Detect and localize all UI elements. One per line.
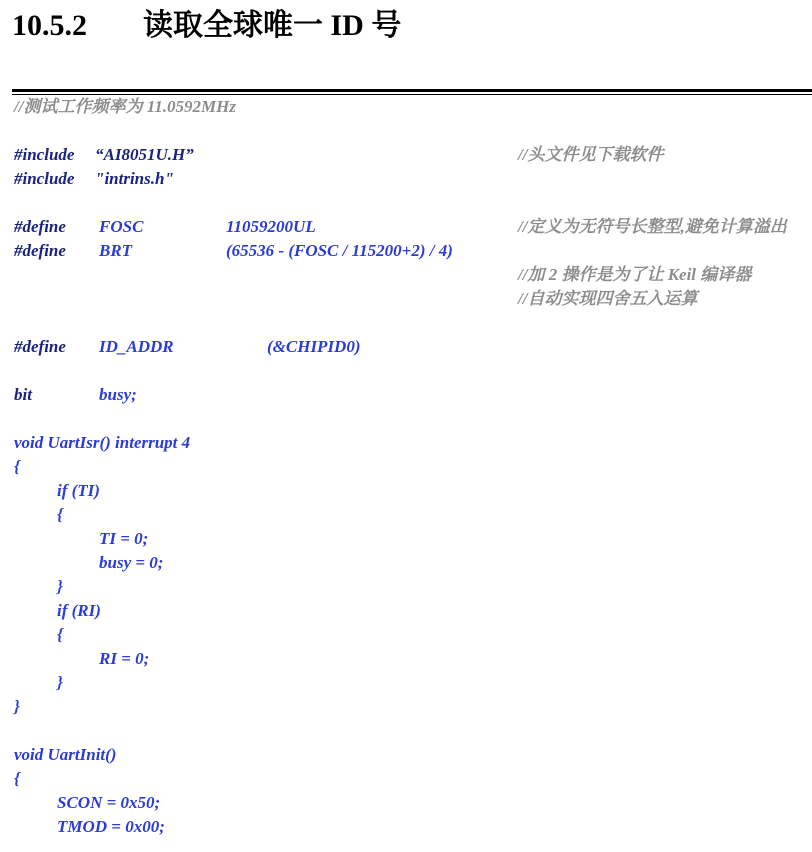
code-line [0,815,812,839]
code-brace: { [57,505,63,524]
code-statement: RI = 0; [99,649,150,668]
code-string: “AI8051U.H” [95,145,194,164]
code-statement: busy = 0; [99,553,164,572]
code-brace: { [57,625,63,644]
code-value: 11059200UL [226,217,316,236]
code-comment: //头文件见下载软件 [518,145,664,164]
code-keyword: bit [14,385,32,404]
section-title: 读取全球唯一 ID 号 [143,9,402,42]
code-brace: { [14,769,20,788]
code-identifier: BRT [99,241,133,260]
code-brace: { [14,457,20,476]
code-line [0,95,812,119]
code-comment: //定义为无符号长整型,避免计算溢出 [518,217,787,236]
code-line [0,767,812,791]
code-identifier: ID_ADDR [99,337,174,356]
code-line [0,575,812,599]
code-comment: //自动实现四舍五入运算 [518,289,698,308]
code-statement: TI = 0; [99,529,149,548]
code-keyword: #define [14,241,66,260]
section-number: 10.5.2 [12,9,87,42]
code-line [0,335,812,359]
code-keyword: #include [14,169,75,188]
code-block-top-rule [12,89,812,92]
code-line [0,167,812,191]
code-comment: //测试工作频率为 11.0592MHz [14,97,236,116]
code-value: (&CHIPID0) [267,337,361,356]
code-line [0,431,812,455]
code-line [0,791,812,815]
code-keyword: #include [14,145,75,164]
code-line [0,695,812,719]
code-line [0,671,812,695]
code-keyword: #define [14,217,66,236]
code-identifier: FOSC [99,217,144,236]
section-heading [12,6,401,46]
code-keyword: #define [14,337,66,356]
code-line [0,527,812,551]
code-line [0,263,812,287]
code-statement: if (RI) [57,601,101,620]
code-line [0,647,812,671]
code-line [0,743,812,767]
code-identifier: busy; [99,385,137,404]
code-function-signature: void UartIsr() interrupt 4 [14,433,191,452]
code-function-signature: void UartInit() [14,745,117,764]
code-statement: if (TI) [57,481,100,500]
code-brace: } [57,673,63,692]
code-brace: } [14,697,20,716]
code-line [0,455,812,479]
code-line [0,503,812,527]
code-statement: TMOD = 0x00; [57,817,165,836]
code-line [0,215,812,239]
code-line [0,479,812,503]
code-line [0,143,812,167]
code-brace: } [57,577,63,596]
code-value: (65536 - (FOSC / 115200+2) / 4) [226,241,453,260]
code-line [0,239,812,263]
code-comment: //加 2 操作是为了让 Keil 编译器 [518,265,752,284]
code-statement: SCON = 0x50; [57,793,161,812]
code-line [0,599,812,623]
code-line [0,551,812,575]
code-string: "intrins.h" [95,169,174,188]
code-line [0,623,812,647]
code-line [0,287,812,311]
code-line [0,383,812,407]
